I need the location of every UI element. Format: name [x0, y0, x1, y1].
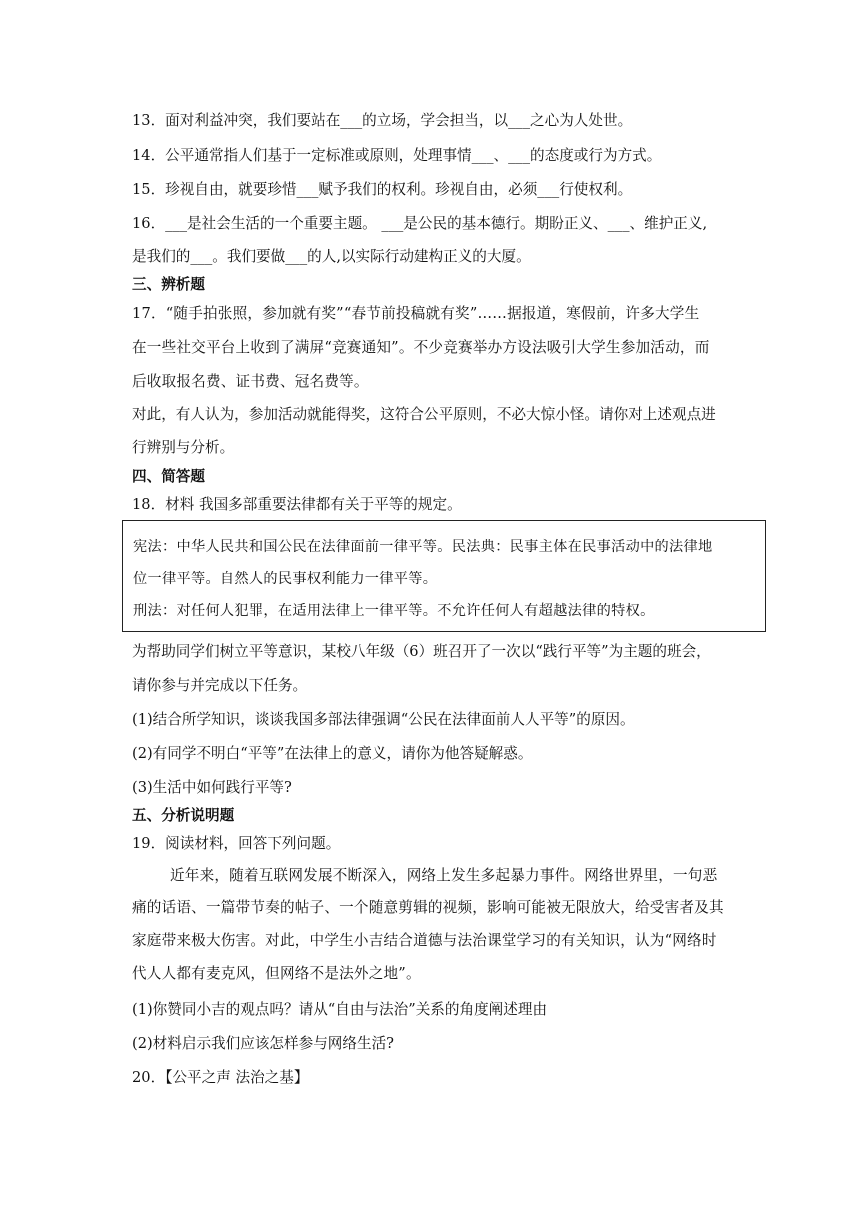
section-heading-5: 五、分析说明题	[132, 807, 235, 824]
question-19-task-2: (2)材料启示我们应该怎样参与网络生活?	[132, 1035, 394, 1052]
question-19-intro: 19．阅读材料，回答下列问题。	[132, 835, 341, 852]
question-14: 14．公平通常指人们基于一定标准或原则，处理事情___、___的态度或行为方式。	[132, 147, 662, 164]
question-19-task-1: (1)你赞同小吉的观点吗？请从“自由与法治”关系的角度阐述理由	[132, 1001, 548, 1018]
question-17-line-4: 对此，有人认为，参加活动就能得奖，这符合公平原则，不必大惊小怪。请你对上述观点进	[132, 406, 716, 423]
question-16-line-1: 16．___是社会生活的一个重要主题。 ___是公民的基本德行。期盼正义、___、维护正义,	[132, 215, 708, 232]
question-19-material-1: 近年来，随着互联网发展不断深入，网络上发生多起暴力事件。网络世界里，一句恶	[170, 867, 718, 884]
question-19-material-4: 代人人都有麦克风，但网络不是法外之地”。	[132, 965, 421, 982]
question-13: 13．面对利益冲突，我们要站在___的立场，学会担当，以___之心为人处世。	[132, 112, 633, 129]
question-20-title: 20．【公平之声 法治之基】	[132, 1069, 309, 1086]
question-17-line-1: 17．“随手拍张照，参加就有奖”“春节前投稿就有奖”……据报道，寒假前，许多大学生	[132, 305, 700, 322]
question-18-task-2: (2)有同学不明白“平等”在法律上的意义，请你为他答疑解惑。	[132, 745, 533, 762]
question-17-line-3: 后收取报名费、证书费、冠名费等。	[132, 373, 369, 390]
question-19-material-2: 痛的话语、一篇带节奏的帖子、一个随意剪辑的视频，影响可能被无限放大，给受害者及其	[132, 899, 724, 916]
question-18-context-2: 请你参与并完成以下任务。	[132, 677, 308, 694]
question-18-task-3: (3)生活中如何践行平等?	[132, 779, 292, 796]
material-box	[122, 520, 766, 632]
material-box-line-3: 刑法：对任何人犯罪，在适用法律上一律平等。不允许任何人有超越法律的特权。	[133, 603, 655, 619]
question-18-context-1: 为帮助同学们树立平等意识，某校八年级（6）班召开了一次以“践行平等”为主题的班会，	[132, 643, 711, 660]
question-18-intro: 18．材料 我国多部重要法律都有关于平等的规定。	[132, 496, 462, 513]
material-box-line-1: 宪法：中华人民共和国公民在法律面前一律平等。民法典：民事主体在民事活动中的法律地	[133, 539, 713, 555]
material-box-line-2: 位一律平等。自然人的民事权利能力一律平等。	[133, 571, 438, 587]
section-heading-4: 四、简答题	[132, 468, 205, 485]
question-15: 15．珍视自由，就要珍惜___赋予我们的权利。珍视自由，必须___行使权利。	[132, 181, 633, 198]
question-17-line-5: 行辨别与分析。	[132, 439, 235, 456]
question-18-task-1: (1)结合所学知识，谈谈我国多部法律强调“公民在法律面前人人平等”的原因。	[132, 711, 635, 728]
question-16-line-2: 是我们的___。我们要做___的人,以实际行动建构正义的大厦。	[132, 248, 531, 265]
section-heading-3: 三、辨析题	[132, 276, 205, 293]
question-19-material-3: 家庭带来极大伤害。对此，中学生小吉结合道德与法治课堂学习的有关知识，认为“网络时	[132, 932, 717, 949]
question-17-line-2: 在一些社交平台上收到了满屏“竞赛通知”。不少竞赛举办方设法吸引大学生参加活动，而	[132, 339, 710, 356]
